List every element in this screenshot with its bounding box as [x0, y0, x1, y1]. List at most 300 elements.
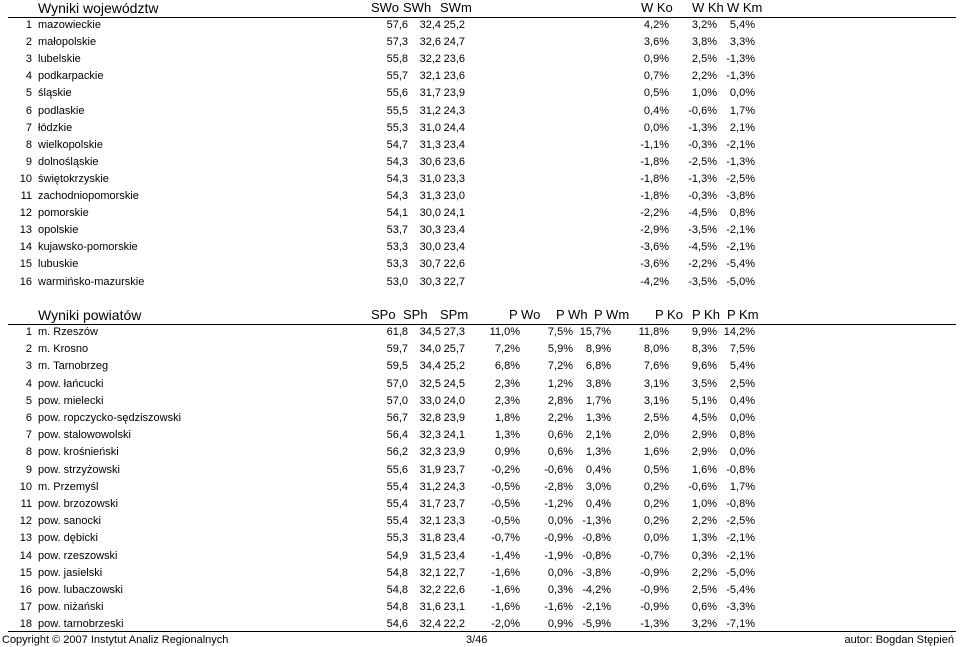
value-cell: 7,5% — [547, 326, 573, 338]
column-header-swm: SWm — [440, 0, 472, 15]
value-cell: -2,5% — [688, 155, 717, 168]
region-name-cell: mazowieckie — [38, 19, 101, 31]
value-cell: -2,2% — [688, 258, 717, 271]
value-cell: 3,8% — [585, 377, 611, 390]
value-cell: 24,4 — [443, 121, 465, 134]
value-cell: -3,8% — [726, 190, 755, 202]
value-cell: -2,1% — [726, 241, 755, 254]
voivodeship-header-divider — [8, 17, 956, 18]
value-cell: 0,4% — [585, 498, 611, 510]
value-cell: 54,3 — [386, 155, 408, 168]
value-cell: 32,4 — [419, 19, 441, 31]
value-cell: -1,3% — [688, 121, 717, 134]
table-row — [0, 599, 960, 616]
value-cell: 23,4 — [443, 532, 465, 545]
value-cell: 32,1 — [419, 70, 441, 83]
value-cell: 8,3% — [691, 343, 717, 356]
value-cell: -1,3% — [726, 53, 755, 66]
value-cell: 54,8 — [386, 566, 408, 579]
value-cell: 4,2% — [643, 19, 669, 31]
value-cell: 34,5 — [419, 326, 441, 338]
rank-cell: 14 — [19, 549, 32, 562]
value-cell: 2,0% — [643, 429, 669, 442]
value-cell: 53,3 — [386, 258, 408, 271]
value-cell: 1,6% — [691, 463, 717, 476]
table-row — [0, 137, 960, 154]
region-name-cell: pow. jasielski — [38, 566, 103, 579]
footer-divider — [8, 631, 956, 632]
value-cell: 32,2 — [419, 584, 441, 596]
value-cell: -3,5% — [688, 224, 717, 237]
value-cell: 6,8% — [494, 360, 520, 373]
value-cell: 61,8 — [386, 326, 408, 338]
value-cell: 7,6% — [643, 360, 669, 373]
value-cell: 3,1% — [643, 394, 669, 407]
value-cell: 53,7 — [386, 224, 408, 237]
rank-cell: 8 — [25, 446, 32, 459]
value-cell: 0,8% — [729, 207, 755, 220]
value-cell: 1,0% — [691, 498, 717, 510]
table-row — [0, 222, 960, 239]
value-cell: 23,9 — [443, 446, 465, 459]
value-cell: 22,6 — [443, 258, 465, 271]
value-cell: 11,8% — [638, 326, 669, 338]
value-cell: 32,6 — [419, 36, 441, 49]
value-cell: 55,3 — [386, 121, 408, 134]
value-cell: 31,7 — [419, 87, 441, 100]
region-name-cell: lubuskie — [38, 258, 79, 271]
value-cell: 5,1% — [691, 394, 717, 407]
value-cell: 0,5% — [643, 87, 669, 100]
value-cell: -1,3% — [726, 70, 755, 83]
value-cell: 55,5 — [386, 104, 408, 117]
value-cell: 3,5% — [691, 377, 717, 390]
column-header-p-wh: P Wh — [556, 307, 588, 322]
value-cell: -1,8% — [640, 172, 669, 185]
rank-cell: 3 — [25, 360, 32, 373]
value-cell: 54,8 — [386, 584, 408, 596]
value-cell: -0,5% — [491, 480, 520, 493]
value-cell: 0,9% — [643, 53, 669, 66]
region-name-cell: pow. krośnieński — [38, 446, 119, 459]
value-cell: 8,9% — [585, 343, 611, 356]
region-name-cell: wielkopolskie — [38, 138, 103, 151]
region-name-cell: pow. brzozowski — [38, 498, 119, 510]
region-name-cell: pow. tarnobrzeski — [38, 618, 124, 631]
value-cell: 0,4% — [643, 104, 669, 117]
value-cell: 2,2% — [691, 515, 717, 528]
footer-copyright: Copyright © 2007 Instytut Analiz Regionalnych — [2, 634, 229, 646]
value-cell: 30,6 — [419, 155, 441, 168]
table-row — [0, 530, 960, 547]
region-name-cell: pow. strzyżowski — [38, 463, 120, 476]
value-cell: 9,9% — [691, 326, 717, 338]
value-cell: 57,0 — [386, 377, 408, 390]
value-cell: 0,0% — [547, 515, 573, 528]
value-cell: 15,7% — [579, 326, 611, 338]
column-header-spm: SPm — [440, 307, 469, 322]
value-cell: 0,3% — [547, 584, 573, 596]
county-title: Wyniki powiatów — [38, 307, 142, 323]
rank-cell: 4 — [25, 70, 32, 83]
value-cell: 53,3 — [386, 241, 408, 254]
value-cell: 23,3 — [443, 172, 465, 185]
value-cell: 1,2% — [547, 377, 573, 390]
value-cell: 25,2 — [443, 19, 465, 31]
value-cell: 0,0% — [729, 87, 755, 100]
table-row — [0, 34, 960, 51]
value-cell: 3,1% — [643, 377, 669, 390]
value-cell: -2,1% — [726, 532, 755, 545]
value-cell: -2,5% — [726, 515, 755, 528]
value-cell: 23,1 — [443, 601, 465, 614]
rank-cell: 15 — [19, 566, 32, 579]
value-cell: -7,1% — [726, 618, 755, 631]
column-header-p-kh: P Kh — [692, 307, 720, 322]
value-cell: 31,2 — [419, 480, 441, 493]
value-cell: 5,4% — [729, 19, 755, 31]
rank-cell: 2 — [25, 343, 32, 356]
value-cell: 1,7% — [585, 394, 611, 407]
region-name-cell: warmińsko-mazurskie — [38, 275, 145, 288]
value-cell: 22,6 — [443, 584, 465, 596]
value-cell: 23,9 — [443, 412, 465, 424]
region-name-cell: m. Tarnobrzeg — [38, 360, 109, 373]
value-cell: 3,0% — [585, 480, 611, 493]
value-cell: 1,7% — [729, 480, 755, 493]
value-cell: 24,7 — [443, 36, 465, 49]
region-name-cell: pow. sanocki — [38, 515, 101, 528]
table-row — [0, 565, 960, 582]
value-cell: -3,6% — [640, 241, 669, 254]
region-name-cell: świętokrzyskie — [38, 172, 109, 185]
value-cell: 2,8% — [547, 394, 573, 407]
value-cell: -4,2% — [582, 584, 611, 596]
value-cell: -2,1% — [582, 601, 611, 614]
value-cell: 6,8% — [585, 360, 611, 373]
footer-author: autor: Bogdan Stępień — [844, 634, 954, 646]
value-cell: -0,9% — [640, 566, 669, 579]
rank-cell: 15 — [19, 258, 32, 271]
value-cell: 1,6% — [643, 446, 669, 459]
table-row — [0, 103, 960, 120]
value-cell: -1,1% — [640, 138, 669, 151]
table-row — [0, 393, 960, 410]
table-row — [0, 358, 960, 375]
value-cell: 7,2% — [494, 343, 520, 356]
column-header-p-wm: P Wm — [594, 307, 630, 322]
value-cell: 0,0% — [729, 446, 755, 459]
value-cell: 31,5 — [419, 549, 441, 562]
value-cell: -1,6% — [544, 601, 573, 614]
region-name-cell: zachodniopomorskie — [38, 190, 139, 202]
value-cell: 0,8% — [729, 429, 755, 442]
table-row — [0, 68, 960, 85]
value-cell: 54,1 — [386, 207, 408, 220]
value-cell: -2,0% — [491, 618, 520, 631]
value-cell: 25,7 — [443, 343, 465, 356]
value-cell: 4,5% — [691, 412, 717, 424]
table-row — [0, 85, 960, 102]
value-cell: -0,3% — [688, 190, 717, 202]
table-row — [0, 51, 960, 68]
value-cell: 55,4 — [386, 515, 408, 528]
value-cell: -0,3% — [688, 138, 717, 151]
rank-cell: 6 — [25, 412, 32, 424]
value-cell: 1,3% — [691, 532, 717, 545]
region-name-cell: śląskie — [38, 87, 72, 100]
rank-cell: 11 — [20, 190, 32, 202]
rank-cell: 7 — [25, 429, 32, 442]
value-cell: -1,8% — [640, 155, 669, 168]
value-cell: 2,5% — [643, 412, 669, 424]
value-cell: 25,2 — [443, 360, 465, 373]
value-cell: -2,9% — [640, 224, 669, 237]
value-cell: 0,3% — [691, 549, 717, 562]
value-cell: -0,9% — [640, 601, 669, 614]
rank-cell: 2 — [25, 36, 32, 49]
value-cell: -1,3% — [688, 172, 717, 185]
value-cell: 22,7 — [443, 275, 465, 288]
value-cell: 22,7 — [443, 566, 465, 579]
table-row — [0, 188, 960, 205]
value-cell: 0,0% — [729, 412, 755, 424]
value-cell: 23,6 — [443, 53, 465, 66]
value-cell: 7,2% — [547, 360, 573, 373]
table-row — [0, 410, 960, 427]
table-row — [0, 205, 960, 222]
value-cell: 0,4% — [585, 463, 611, 476]
region-name-cell: m. Rzeszów — [38, 326, 98, 338]
rank-cell: 9 — [25, 155, 32, 168]
rank-cell: 16 — [19, 275, 32, 288]
region-name-cell: lubelskie — [38, 53, 81, 66]
table-row — [0, 120, 960, 137]
value-cell: -3,8% — [582, 566, 611, 579]
value-cell: 32,1 — [419, 566, 441, 579]
region-name-cell: opolskie — [38, 224, 79, 237]
column-header-p-km: P Km — [727, 307, 759, 322]
value-cell: 0,6% — [691, 601, 717, 614]
value-cell: 2,2% — [691, 70, 717, 83]
value-cell: -0,5% — [491, 515, 520, 528]
value-cell: 55,6 — [386, 87, 408, 100]
rank-cell: 18 — [19, 618, 32, 631]
value-cell: -0,8% — [582, 549, 611, 562]
region-name-cell: pow. lubaczowski — [38, 584, 123, 596]
value-cell: 53,0 — [386, 275, 408, 288]
value-cell: -1,3% — [640, 618, 669, 631]
value-cell: -2,1% — [726, 224, 755, 237]
value-cell: 2,2% — [547, 412, 573, 424]
value-cell: 57,6 — [386, 19, 408, 31]
value-cell: -0,6% — [688, 480, 717, 493]
value-cell: 34,0 — [419, 343, 441, 356]
value-cell: -0,6% — [544, 463, 573, 476]
table-row — [0, 239, 960, 256]
value-cell: 1,7% — [729, 104, 755, 117]
value-cell: 0,6% — [547, 446, 573, 459]
value-cell: -5,4% — [726, 258, 755, 271]
value-cell: 31,0 — [419, 172, 441, 185]
region-name-cell: pow. stalowowolski — [38, 429, 131, 442]
value-cell: 9,6% — [691, 360, 717, 373]
value-cell: 32,3 — [419, 429, 441, 442]
value-cell: 11,0% — [489, 326, 520, 338]
rank-cell: 1 — [25, 326, 32, 338]
value-cell: 55,3 — [386, 532, 408, 545]
region-name-cell: pow. mielecki — [38, 394, 104, 407]
table-row — [0, 513, 960, 530]
value-cell: 24,5 — [443, 377, 465, 390]
value-cell: 30,0 — [419, 207, 441, 220]
value-cell: -3,5% — [688, 275, 717, 288]
value-cell: -0,8% — [726, 463, 755, 476]
value-cell: 0,5% — [643, 463, 669, 476]
value-cell: 31,9 — [419, 463, 441, 476]
rank-cell: 12 — [19, 515, 32, 528]
value-cell: -0,2% — [491, 463, 520, 476]
value-cell: 1,0% — [691, 87, 717, 100]
value-cell: 55,8 — [386, 53, 408, 66]
value-cell: 24,3 — [443, 480, 465, 493]
value-cell: 23,3 — [443, 515, 465, 528]
value-cell: 3,3% — [729, 36, 755, 49]
value-cell: 30,7 — [419, 258, 441, 271]
value-cell: 55,7 — [386, 70, 408, 83]
value-cell: 0,7% — [643, 70, 669, 83]
value-cell: 0,2% — [643, 498, 669, 510]
value-cell: 5,4% — [729, 360, 755, 373]
value-cell: 56,7 — [386, 412, 408, 424]
rank-cell: 5 — [25, 87, 32, 100]
value-cell: 5,9% — [547, 343, 573, 356]
value-cell: 32,3 — [419, 446, 441, 459]
value-cell: 8,0% — [643, 343, 669, 356]
value-cell: -5,0% — [726, 275, 755, 288]
region-name-cell: pow. niżański — [38, 601, 104, 614]
table-row — [0, 582, 960, 599]
value-cell: 31,8 — [419, 532, 441, 545]
value-cell: 3,6% — [643, 36, 669, 49]
value-cell: 2,1% — [585, 429, 611, 442]
value-cell: 24,0 — [443, 394, 465, 407]
rank-cell: 9 — [25, 463, 32, 476]
value-cell: 2,9% — [691, 429, 717, 442]
value-cell: 0,6% — [547, 429, 573, 442]
value-cell: 3,8% — [691, 36, 717, 49]
value-cell: 23,6 — [443, 155, 465, 168]
region-name-cell: dolnośląskie — [38, 155, 99, 168]
value-cell: 2,3% — [494, 377, 520, 390]
value-cell: 55,4 — [386, 498, 408, 510]
column-header-sph: SPh — [403, 307, 428, 322]
rank-cell: 16 — [19, 584, 32, 596]
value-cell: 23,4 — [443, 241, 465, 254]
value-cell: 0,0% — [643, 121, 669, 134]
value-cell: 0,9% — [494, 446, 520, 459]
value-cell: -4,2% — [640, 275, 669, 288]
rank-cell: 8 — [25, 138, 32, 151]
value-cell: 23,4 — [443, 549, 465, 562]
rank-cell: 10 — [19, 172, 32, 185]
column-header-spo: SPo — [371, 307, 396, 322]
value-cell: 54,3 — [386, 172, 408, 185]
value-cell: 0,2% — [643, 515, 669, 528]
value-cell: 32,2 — [419, 53, 441, 66]
value-cell: 0,4% — [729, 394, 755, 407]
value-cell: -2,1% — [726, 549, 755, 562]
value-cell: -0,7% — [491, 532, 520, 545]
rank-cell: 5 — [25, 394, 32, 407]
value-cell: 23,0 — [443, 190, 465, 202]
column-header-w-ko: W Ko — [641, 0, 673, 15]
value-cell: 1,3% — [494, 429, 520, 442]
value-cell: 32,1 — [419, 515, 441, 528]
value-cell: 59,5 — [386, 360, 408, 373]
value-cell: 56,2 — [386, 446, 408, 459]
rank-cell: 6 — [25, 104, 32, 117]
value-cell: -1,6% — [491, 584, 520, 596]
value-cell: 1,3% — [585, 412, 611, 424]
table-row — [0, 462, 960, 479]
table-row — [0, 17, 960, 34]
value-cell: 2,1% — [729, 121, 755, 134]
value-cell: -5,9% — [582, 618, 611, 631]
column-header-p-wo: P Wo — [509, 307, 541, 322]
value-cell: 22,2 — [443, 618, 465, 631]
value-cell: -2,2% — [640, 207, 669, 220]
value-cell: -3,6% — [640, 258, 669, 271]
value-cell: 54,3 — [386, 190, 408, 202]
region-name-cell: pow. ropczycko-sędziszowski — [38, 412, 182, 424]
value-cell: 0,9% — [547, 618, 573, 631]
table-row — [0, 479, 960, 496]
value-cell: 14,2% — [723, 326, 755, 338]
table-row — [0, 427, 960, 444]
value-cell: 23,7 — [443, 463, 465, 476]
value-cell: 34,4 — [419, 360, 441, 373]
value-cell: 0,2% — [643, 480, 669, 493]
table-row — [0, 496, 960, 513]
value-cell: 54,8 — [386, 601, 408, 614]
value-cell: 57,3 — [386, 36, 408, 49]
rank-cell: 10 — [19, 480, 32, 493]
table-row — [0, 154, 960, 171]
region-name-cell: pow. rzeszowski — [38, 549, 118, 562]
value-cell: -3,3% — [726, 601, 755, 614]
value-cell: 2,9% — [691, 446, 717, 459]
rank-cell: 13 — [19, 532, 32, 545]
value-cell: -1,4% — [491, 549, 520, 562]
value-cell: 23,7 — [443, 498, 465, 510]
value-cell: 2,5% — [691, 584, 717, 596]
region-name-cell: pow. dębicki — [38, 532, 98, 545]
table-row — [0, 376, 960, 393]
table-row — [0, 274, 960, 291]
value-cell: -0,9% — [544, 532, 573, 545]
value-cell: -0,6% — [688, 104, 717, 117]
value-cell: 32,8 — [419, 412, 441, 424]
value-cell: -0,8% — [726, 498, 755, 510]
value-cell: -2,5% — [726, 172, 755, 185]
value-cell: 30,0 — [419, 241, 441, 254]
value-cell: -1,3% — [726, 155, 755, 168]
region-name-cell: m. Krosno — [38, 343, 89, 356]
region-name-cell: podlaskie — [38, 104, 85, 117]
value-cell: 24,3 — [443, 104, 465, 117]
value-cell: 23,4 — [443, 138, 465, 151]
